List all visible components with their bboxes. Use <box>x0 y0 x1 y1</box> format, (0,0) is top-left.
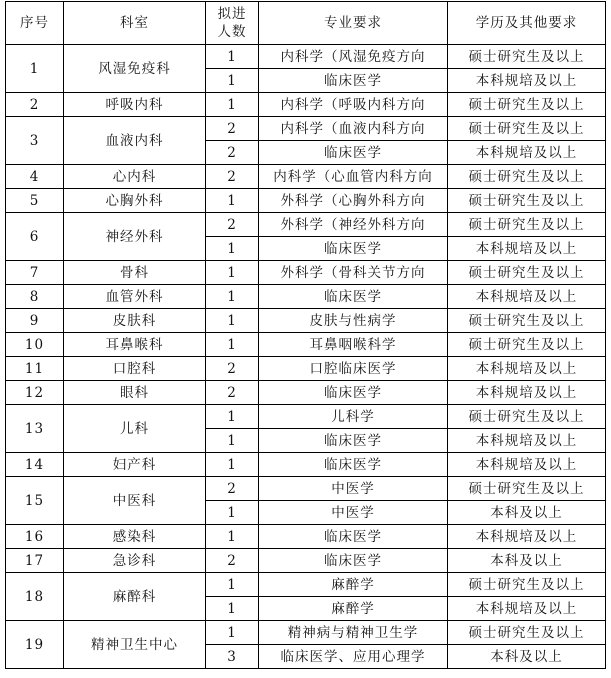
header-row <box>6 2 606 45</box>
cell-major: 临床医学 <box>259 525 448 549</box>
header-num <box>206 2 259 45</box>
cell-req: 硕士研究生及以上 <box>448 309 606 333</box>
cell-num: 2 <box>206 213 259 237</box>
header-major: 专业要求 <box>259 2 448 45</box>
recruitment-table <box>5 1 606 669</box>
cell-major: 麻醉学 <box>259 597 448 621</box>
header-no: 序号 <box>6 2 64 45</box>
cell-req: 本科规培及以上 <box>448 429 606 453</box>
table-row <box>6 45 606 69</box>
header-dept: 科室 <box>64 2 206 45</box>
cell-dept: 眼科 <box>64 381 206 405</box>
cell-dept: 麻醉科 <box>64 573 206 621</box>
header-num-line1: 拟进 <box>217 6 247 22</box>
cell-num: 1 <box>206 525 259 549</box>
cell-dept: 耳鼻喉科 <box>64 333 206 357</box>
cell-req: 本科规培及以上 <box>448 453 606 477</box>
cell-major: 内科学（心血管内科方向 <box>259 165 448 189</box>
cell-major: 内科学（风湿免疫方向 <box>259 45 448 69</box>
cell-num: 1 <box>206 333 259 357</box>
cell-req: 硕士研究生及以上 <box>448 477 606 501</box>
cell-major: 临床医学 <box>259 141 448 165</box>
cell-num: 1 <box>206 429 259 453</box>
cell-num: 1 <box>206 309 259 333</box>
cell-dept: 神经外科 <box>64 213 206 261</box>
cell-num: 2 <box>206 549 259 573</box>
cell-num: 1 <box>206 405 259 429</box>
cell-major: 临床医学 <box>259 237 448 261</box>
cell-dept: 风湿免疫科 <box>64 45 206 93</box>
cell-num: 1 <box>206 69 259 93</box>
cell-req: 本科规培及以上 <box>448 69 606 93</box>
cell-no: 1 <box>6 45 64 93</box>
cell-no: 19 <box>6 621 64 669</box>
table-row <box>6 525 606 549</box>
cell-num: 2 <box>206 381 259 405</box>
cell-req: 本科规培及以上 <box>448 141 606 165</box>
cell-major: 外科学（神经外科方向 <box>259 213 448 237</box>
cell-dept: 儿科 <box>64 405 206 453</box>
cell-major: 临床医学 <box>259 69 448 93</box>
cell-major: 皮肤与性病学 <box>259 309 448 333</box>
cell-major: 精神病与精神卫生学 <box>259 621 448 645</box>
cell-dept: 血管外科 <box>64 285 206 309</box>
cell-num: 1 <box>206 285 259 309</box>
cell-major: 中医学 <box>259 477 448 501</box>
table-row <box>6 549 606 573</box>
cell-req: 硕士研究生及以上 <box>448 165 606 189</box>
cell-major: 内科学（呼吸内科方向 <box>259 93 448 117</box>
cell-num: 2 <box>206 117 259 141</box>
cell-num: 1 <box>206 261 259 285</box>
table-row <box>6 213 606 237</box>
cell-dept: 中医科 <box>64 477 206 525</box>
cell-num: 1 <box>206 597 259 621</box>
cell-req: 硕士研究生及以上 <box>448 573 606 597</box>
header-num-line2: 人数 <box>217 24 247 40</box>
cell-no: 8 <box>6 285 64 309</box>
cell-no: 2 <box>6 93 64 117</box>
cell-major: 耳鼻咽喉科学 <box>259 333 448 357</box>
table-row <box>6 453 606 477</box>
cell-major: 外科学（心胸外科方向 <box>259 189 448 213</box>
table-row <box>6 405 606 429</box>
cell-num: 1 <box>206 189 259 213</box>
cell-req: 本科及以上 <box>448 645 606 669</box>
cell-req: 硕士研究生及以上 <box>448 333 606 357</box>
cell-no: 14 <box>6 453 64 477</box>
cell-req: 本科规培及以上 <box>448 525 606 549</box>
cell-major: 口腔临床医学 <box>259 357 448 381</box>
cell-no: 17 <box>6 549 64 573</box>
cell-req: 硕士研究生及以上 <box>448 93 606 117</box>
table-row <box>6 381 606 405</box>
cell-num: 2 <box>206 165 259 189</box>
cell-dept: 急诊科 <box>64 549 206 573</box>
cell-req: 硕士研究生及以上 <box>448 261 606 285</box>
table-row <box>6 333 606 357</box>
cell-no: 4 <box>6 165 64 189</box>
cell-no: 5 <box>6 189 64 213</box>
cell-major: 中医学 <box>259 501 448 525</box>
cell-no: 18 <box>6 573 64 621</box>
cell-major: 儿科学 <box>259 405 448 429</box>
cell-num: 1 <box>206 501 259 525</box>
cell-dept: 血液内科 <box>64 117 206 165</box>
recruitment-table-container <box>5 1 606 669</box>
cell-req: 硕士研究生及以上 <box>448 621 606 645</box>
cell-num: 3 <box>206 645 259 669</box>
cell-no: 12 <box>6 381 64 405</box>
cell-major: 麻醉学 <box>259 573 448 597</box>
cell-num: 1 <box>206 93 259 117</box>
table-row <box>6 285 606 309</box>
cell-req: 硕士研究生及以上 <box>448 45 606 69</box>
cell-num: 1 <box>206 453 259 477</box>
header-req: 学历及其他要求 <box>448 2 606 45</box>
cell-major: 内科学（血液内科方向 <box>259 117 448 141</box>
cell-req: 本科规培及以上 <box>448 237 606 261</box>
cell-req: 硕士研究生及以上 <box>448 117 606 141</box>
cell-num: 1 <box>206 45 259 69</box>
cell-no: 7 <box>6 261 64 285</box>
cell-major: 临床医学 <box>259 285 448 309</box>
cell-dept: 心内科 <box>64 165 206 189</box>
table-row <box>6 357 606 381</box>
cell-no: 16 <box>6 525 64 549</box>
table-row <box>6 573 606 597</box>
table-row <box>6 621 606 645</box>
cell-no: 13 <box>6 405 64 453</box>
cell-num: 1 <box>206 237 259 261</box>
cell-dept: 皮肤科 <box>64 309 206 333</box>
cell-num: 2 <box>206 477 259 501</box>
cell-num: 1 <box>206 573 259 597</box>
cell-req: 本科规培及以上 <box>448 285 606 309</box>
table-row <box>6 261 606 285</box>
cell-req: 本科规培及以上 <box>448 597 606 621</box>
cell-req: 硕士研究生及以上 <box>448 213 606 237</box>
cell-no: 9 <box>6 309 64 333</box>
cell-dept: 骨科 <box>64 261 206 285</box>
cell-num: 2 <box>206 357 259 381</box>
cell-no: 11 <box>6 357 64 381</box>
cell-major: 临床医学 <box>259 453 448 477</box>
cell-num: 2 <box>206 141 259 165</box>
table-row <box>6 477 606 501</box>
cell-major: 临床医学、应用心理学 <box>259 645 448 669</box>
cell-req: 硕士研究生及以上 <box>448 189 606 213</box>
cell-req: 硕士研究生及以上 <box>448 405 606 429</box>
cell-dept: 口腔科 <box>64 357 206 381</box>
table-body <box>6 45 606 669</box>
cell-dept: 心胸外科 <box>64 189 206 213</box>
cell-major: 临床医学 <box>259 381 448 405</box>
cell-no: 6 <box>6 213 64 261</box>
cell-req: 本科规培及以上 <box>448 357 606 381</box>
table-row <box>6 165 606 189</box>
cell-dept: 精神卫生中心 <box>64 621 206 669</box>
cell-dept: 感染科 <box>64 525 206 549</box>
cell-req: 本科及以上 <box>448 501 606 525</box>
cell-req: 本科及以上 <box>448 549 606 573</box>
table-row <box>6 189 606 213</box>
table-row <box>6 117 606 141</box>
cell-no: 10 <box>6 333 64 357</box>
cell-dept: 呼吸内科 <box>64 93 206 117</box>
cell-major: 外科学（骨科关节方向 <box>259 261 448 285</box>
cell-no: 15 <box>6 477 64 525</box>
cell-no: 3 <box>6 117 64 165</box>
cell-dept: 妇产科 <box>64 453 206 477</box>
table-row <box>6 309 606 333</box>
table-row <box>6 93 606 117</box>
cell-req: 本科规培及以上 <box>448 381 606 405</box>
cell-major: 临床医学 <box>259 429 448 453</box>
cell-major: 临床医学 <box>259 549 448 573</box>
cell-num: 1 <box>206 621 259 645</box>
